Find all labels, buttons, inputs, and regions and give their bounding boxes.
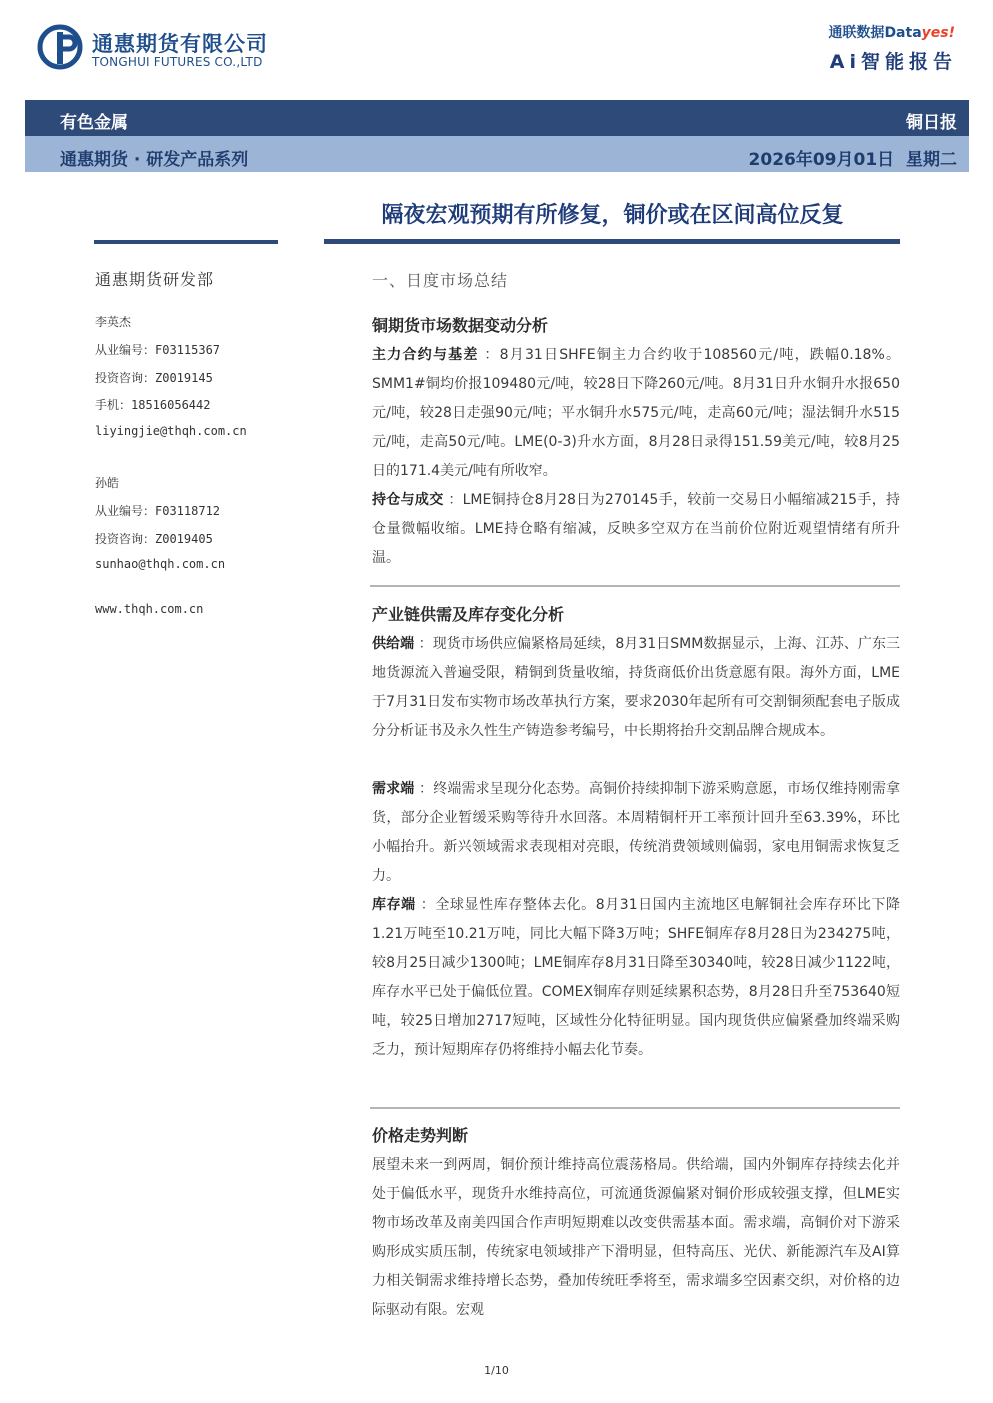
label-main-contract: 主力合约与基差 — [372, 347, 479, 363]
analyst2-consult: 投资咨询：Z0019405 — [95, 532, 213, 546]
analyst1-license: 从业编号：F03115367 — [95, 343, 221, 357]
subheading-futures-data: 铜期货市场数据变动分析 — [372, 316, 549, 335]
section-heading: 一、日度市场总结 — [372, 271, 509, 290]
brand-yes: yes! — [921, 25, 955, 41]
report-date: 2026年09月01日 星期二 — [748, 150, 957, 170]
section-separator — [370, 585, 900, 587]
series-label: 通惠期货 · 研发产品系列 — [60, 150, 249, 170]
paragraph-supply — [372, 630, 900, 746]
report-type-label: 铜日报 — [906, 113, 957, 133]
brand-prefix: 通联数据 — [828, 25, 885, 41]
category-label: 有色金属 — [60, 113, 128, 133]
analyst2-email[interactable]: sunhao@thqh.com.cn — [95, 557, 226, 571]
label-positions: 持仓与成交 — [372, 492, 444, 508]
title-divider — [324, 239, 900, 244]
report-title: 隔夜宏观预期有所修复，铜价或在区间高位反复 — [381, 203, 844, 228]
company-name-en: TONGHUI FUTURES CO.,LTD — [92, 55, 263, 69]
analyst2-name: 孙皓 — [95, 476, 120, 490]
analyst1-phone: 手机：18516056442 — [95, 398, 211, 412]
paragraph-price-outlook: 展望未来一到两周，铜价预计维持高位震荡格局。供给端，国内外铜库存持续去化并处于偏低水平，现货升水维持高位，可流通货源偏紧对铜价形成较强支撑，但LME实物市场改革及南美四国合作声明短期难以改变供需基本面。需求端，高铜价对下游采购形成实质压制，传统家电领域排产下滑明显，但特高压、光伏、新能源汽车及AI算力相关铜需求维持增长态势，叠加传统旺季将至，需求端多空因素交织，对价格的边际驱动有限。宏观 — [372, 1157, 900, 1318]
subheading-price-outlook: 价格走势判断 — [372, 1126, 469, 1145]
paragraph-main-contract — [372, 341, 900, 486]
analyst2-license: 从业编号：F03118712 — [95, 504, 221, 518]
company-name-cn: 通惠期货有限公司 — [92, 32, 268, 56]
label-inventory: 库存端 — [372, 897, 416, 913]
company-logo-icon — [37, 24, 83, 70]
analyst1-consult: 投资咨询：Z0019145 — [95, 371, 213, 385]
text-supply: ：现货市场供应偏紧格局延续，8月31日SMM数据显示，上海、江苏、广东三地货源流入普遍受限，精铜到货量收缩，持货商低价出货意愿有限。海外方面，LME于7月31日发布实物市场改革执行方案，要求2030年起所有可交割铜须配套电子版成分分析证书及永久性生产铸造参考编号，中长期将抬升交割品牌合规成本。 — [372, 636, 901, 739]
datayes-brand — [828, 22, 955, 42]
paragraph-demand — [372, 775, 900, 891]
subheading-supply-demand: 产业链供需及库存变化分析 — [372, 605, 565, 624]
category-banner — [25, 100, 969, 136]
section-separator — [370, 1107, 900, 1109]
text-main-contract: ：8月31日SHFE铜主力合约收于108560元/吨，跌幅0.18%。SMM1#铜均价报109480元/吨，较28日下降260元/吨。8月31日升水铜升水报650元/吨，较28日走强90元/吨；平水铜升水575元/吨，走高60元/吨；湿法铜升水515元/吨，走高50元/吨。LME(0-3)升水方面，8月28日录得151.59美元/吨，较8月25日的171.4美元/吨有所收窄。 — [372, 347, 901, 479]
ai-report-label: Ai智能报告 — [829, 51, 957, 73]
paragraph-positions — [372, 486, 900, 573]
text-inventory: ：全球显性库存整体去化。8月31日国内主流地区电解铜社会库存环比下降1.21万吨至10.21万吨，同比大幅下降3万吨；SHFE铜库存8月28日为234275吨，较8月25日减少1300吨；LME铜库存8月31日降至30340吨，较28日减少1122吨，库存水平已处于偏低位置。COMEX铜库存则延续累积态势，8月28日升至753640短吨，较25日增加2717短吨，区域性分化特征明显。国内现货供应偏紧叠加终端采购乏力，预计短期库存仍将维持小幅去化节奏。 — [372, 897, 901, 1058]
paragraph-inventory — [372, 891, 900, 1065]
website-link[interactable]: www.thqh.com.cn — [95, 602, 204, 616]
label-demand: 需求端 — [372, 781, 415, 797]
label-supply: 供给端 — [372, 636, 415, 652]
brand-data: Data — [884, 25, 922, 41]
analyst1-email[interactable]: liyingjie@thqh.com.cn — [95, 424, 247, 438]
text-demand: ：终端需求呈现分化态势。高铜价持续抑制下游采购意愿，市场仅维持刚需拿货，部分企业暂缓采购等待升水回落。本周精铜杆开工率预计回升至63.39%，环比小幅抬升。新兴领域需求表现相对亮眼，传统消费领域则偏弱，家电用铜需求恢复乏力。 — [372, 781, 900, 884]
page-number: 1/10 — [484, 1364, 509, 1377]
sidebar-divider — [94, 240, 278, 244]
analyst1-name: 李英杰 — [95, 315, 132, 329]
department-name: 通惠期货研发部 — [95, 270, 215, 289]
text-positions: ：LME铜持仓8月28日为270145手，较前一交易日小幅缩减215手，持仓量微幅收缩。LME持仓略有缩减，反映多空双方在当前价位附近观望情绪有所升温。 — [372, 492, 901, 566]
